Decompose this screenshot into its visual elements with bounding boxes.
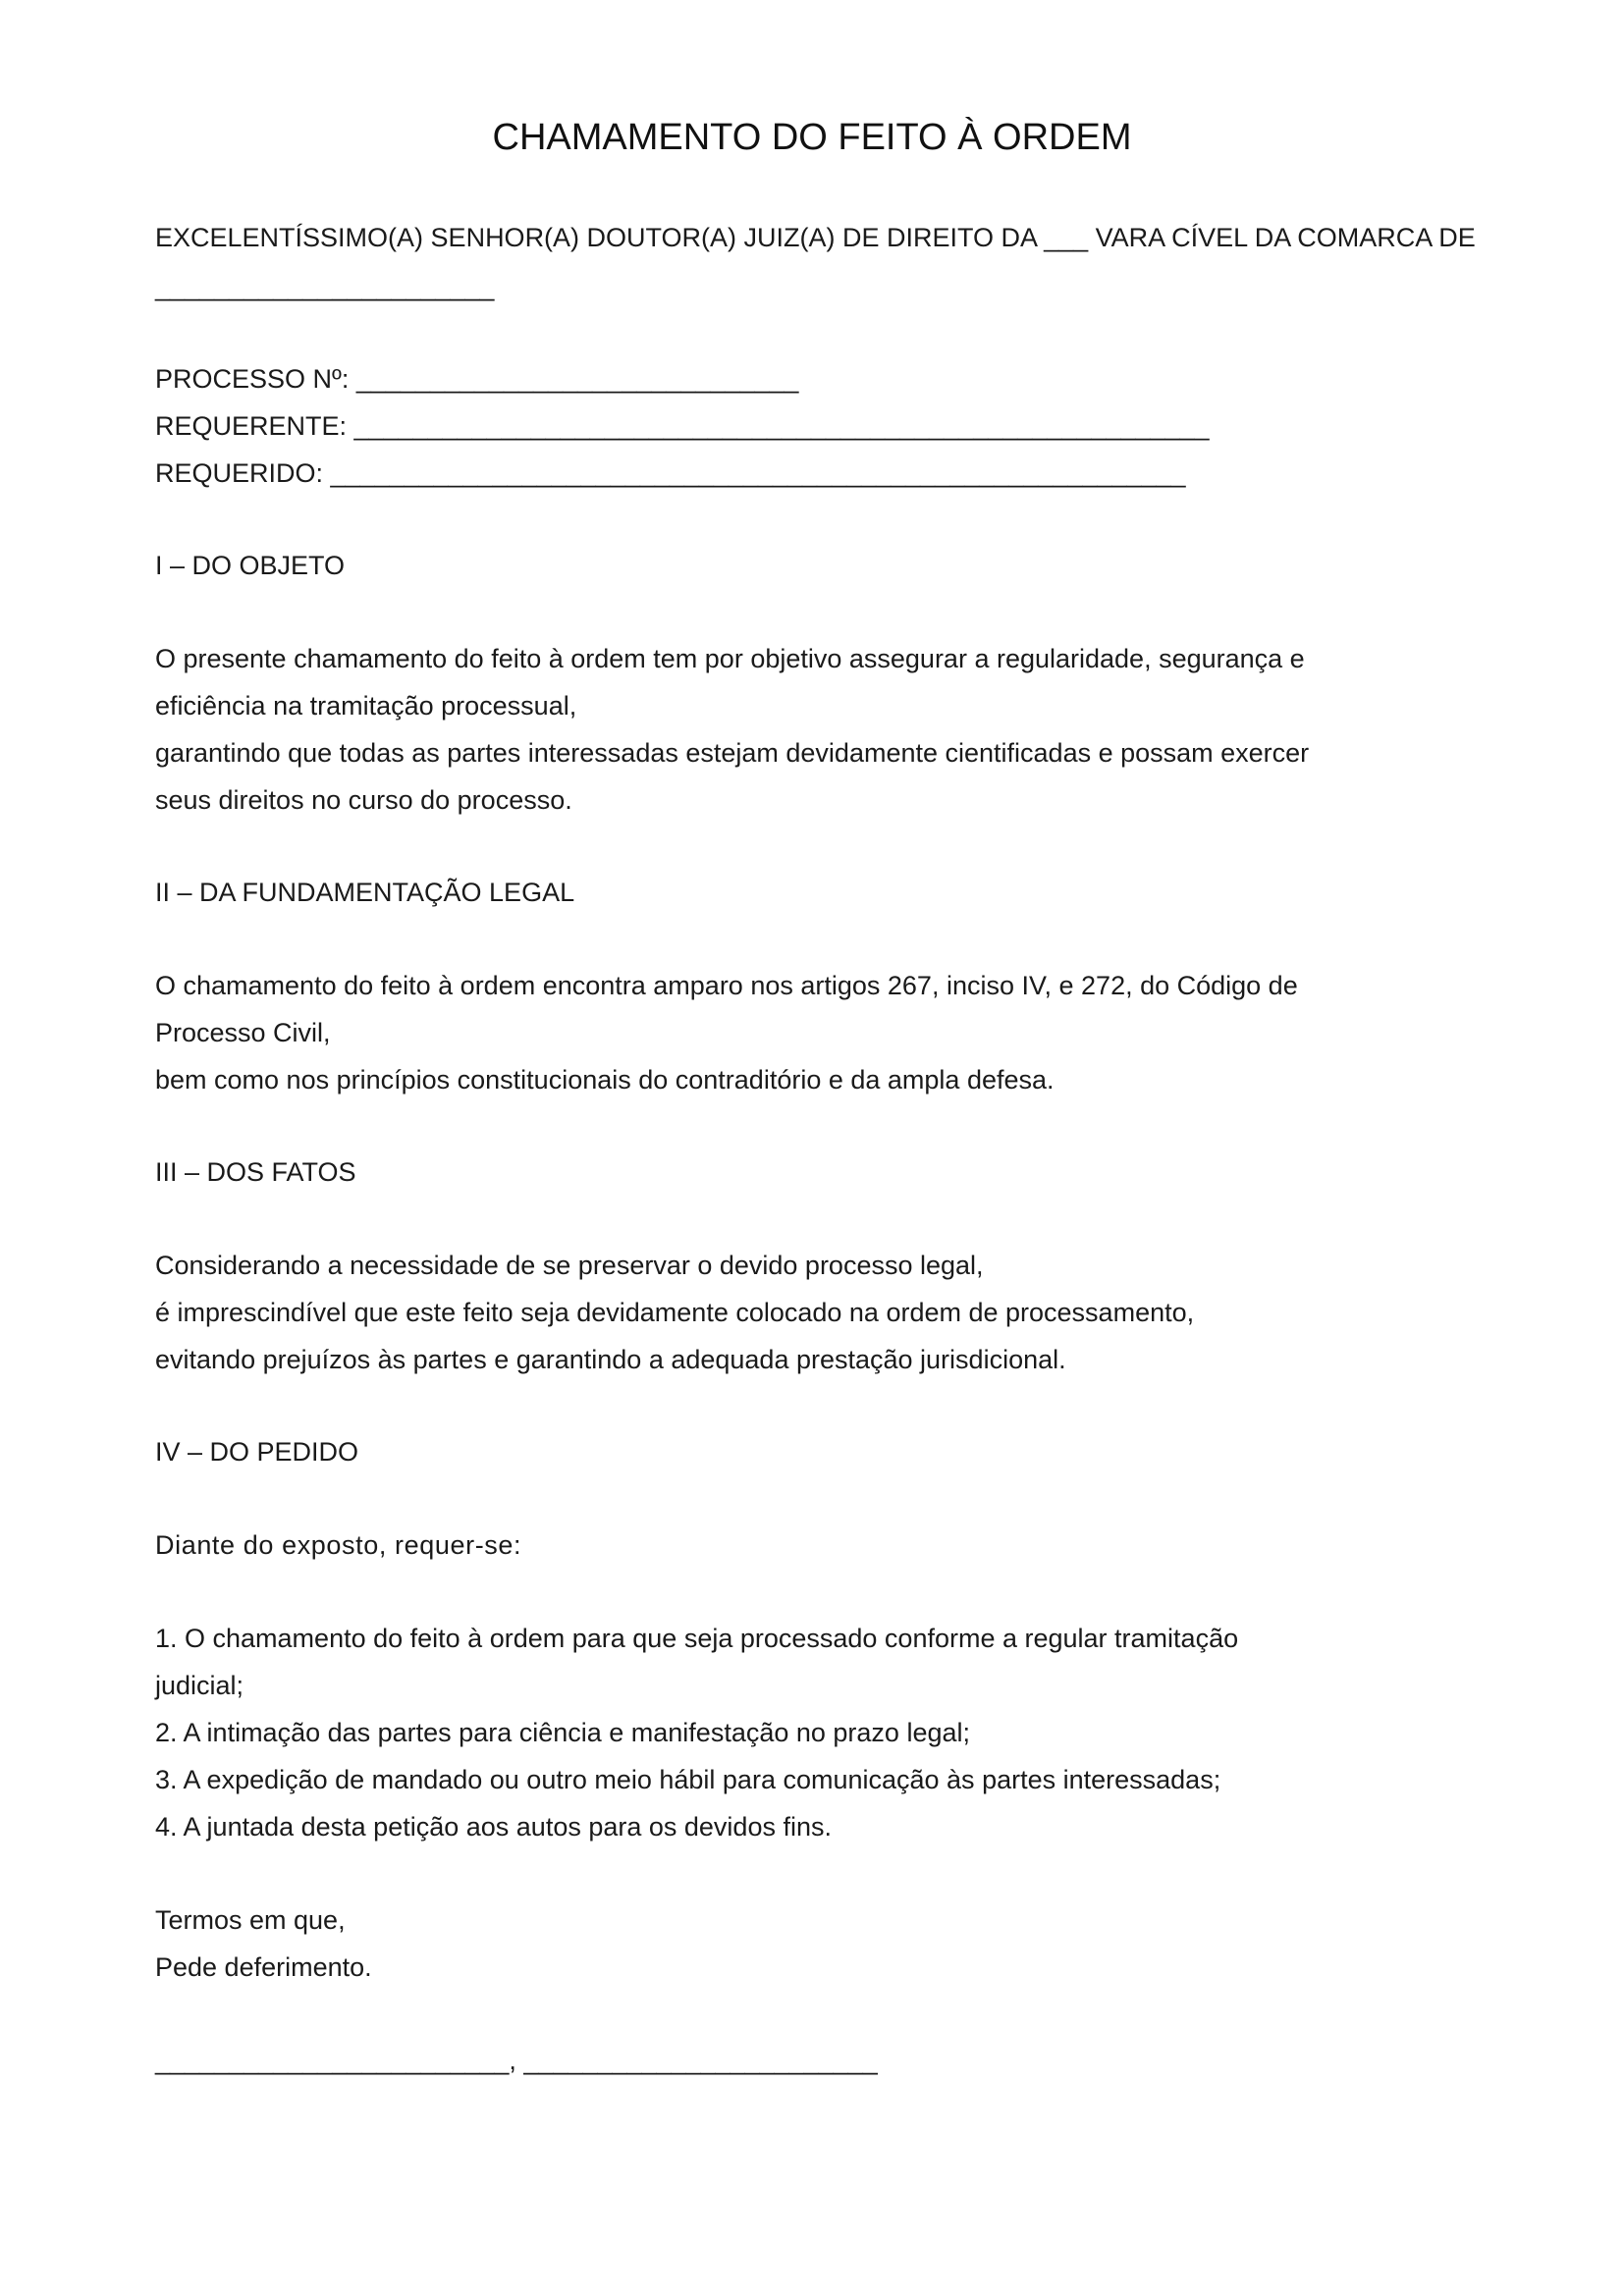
addressee-blank-line: _______________________ xyxy=(155,272,495,301)
paragraph-line: evitando prejuízos às partes e garantindo a adequada prestação jurisdicional. xyxy=(155,1345,1066,1374)
paragraph-line: O chamamento do feito à ordem encontra amparo nos artigos 267, inciso IV, e 272, do Código de xyxy=(155,971,1298,1000)
paragraph-line: Processo Civil, xyxy=(155,1018,331,1047)
paragraph-line: seus direitos no curso do processo. xyxy=(155,785,572,815)
requerido-field: REQUERIDO: __________________________________________________________ xyxy=(155,458,1186,488)
place-date-line: ________________________, ________________________ xyxy=(155,2046,878,2075)
paragraph-line: eficiência na tramitação processual, xyxy=(155,691,577,721)
paragraph-line: Considerando a necessidade de se preservar o devido processo legal, xyxy=(155,1251,984,1280)
addressee-line: EXCELENTÍSSIMO(A) SENHOR(A) DOUTOR(A) JUIZ(A) DE DIREITO DA ___ VARA CÍVEL DA COMARCA DE xyxy=(155,223,1476,252)
pedido-item: 1. O chamamento do feito à ordem para que seja processado conforme a regular tramitação xyxy=(155,1624,1239,1653)
section-heading-fundamentacao: II – DA FUNDAMENTAÇÃO LEGAL xyxy=(155,878,575,907)
closing-line: Termos em que, xyxy=(155,1905,346,1935)
processo-field: PROCESSO Nº: ______________________________ xyxy=(155,364,799,394)
paragraph-line: garantindo que todas as partes interessadas estejam devidamente cientificadas e possam exercer xyxy=(155,738,1310,768)
pedido-intro: Diante do exposto, requer-se: xyxy=(155,1530,522,1560)
section-heading-objeto: I – DO OBJETO xyxy=(155,551,346,580)
section-heading-pedido: IV – DO PEDIDO xyxy=(155,1437,359,1467)
pedido-item: judicial; xyxy=(155,1671,244,1700)
paragraph-line: O presente chamamento do feito à ordem tem por objetivo assegurar a regularidade, segurança e xyxy=(155,644,1305,673)
paragraph-line: é imprescindível que este feito seja devidamente colocado na ordem de processamento, xyxy=(155,1298,1195,1327)
closing-line: Pede deferimento. xyxy=(155,1952,372,1982)
pedido-item: 2. A intimação das partes para ciência e manifestação no prazo legal; xyxy=(155,1718,970,1747)
paragraph-line: bem como nos princípios constitucionais do contraditório e da ampla defesa. xyxy=(155,1065,1055,1095)
pedido-item: 3. A expedição de mandado ou outro meio hábil para comunicação às partes interessadas; xyxy=(155,1765,1221,1794)
document-title: CHAMAMENTO DO FEITO À ORDEM xyxy=(492,117,1132,158)
pedido-item: 4. A juntada desta petição aos autos para os devidos fins. xyxy=(155,1812,832,1842)
section-heading-fatos: III – DOS FATOS xyxy=(155,1157,356,1187)
requerente-field: REQUERENTE: __________________________________________________________ xyxy=(155,411,1210,441)
